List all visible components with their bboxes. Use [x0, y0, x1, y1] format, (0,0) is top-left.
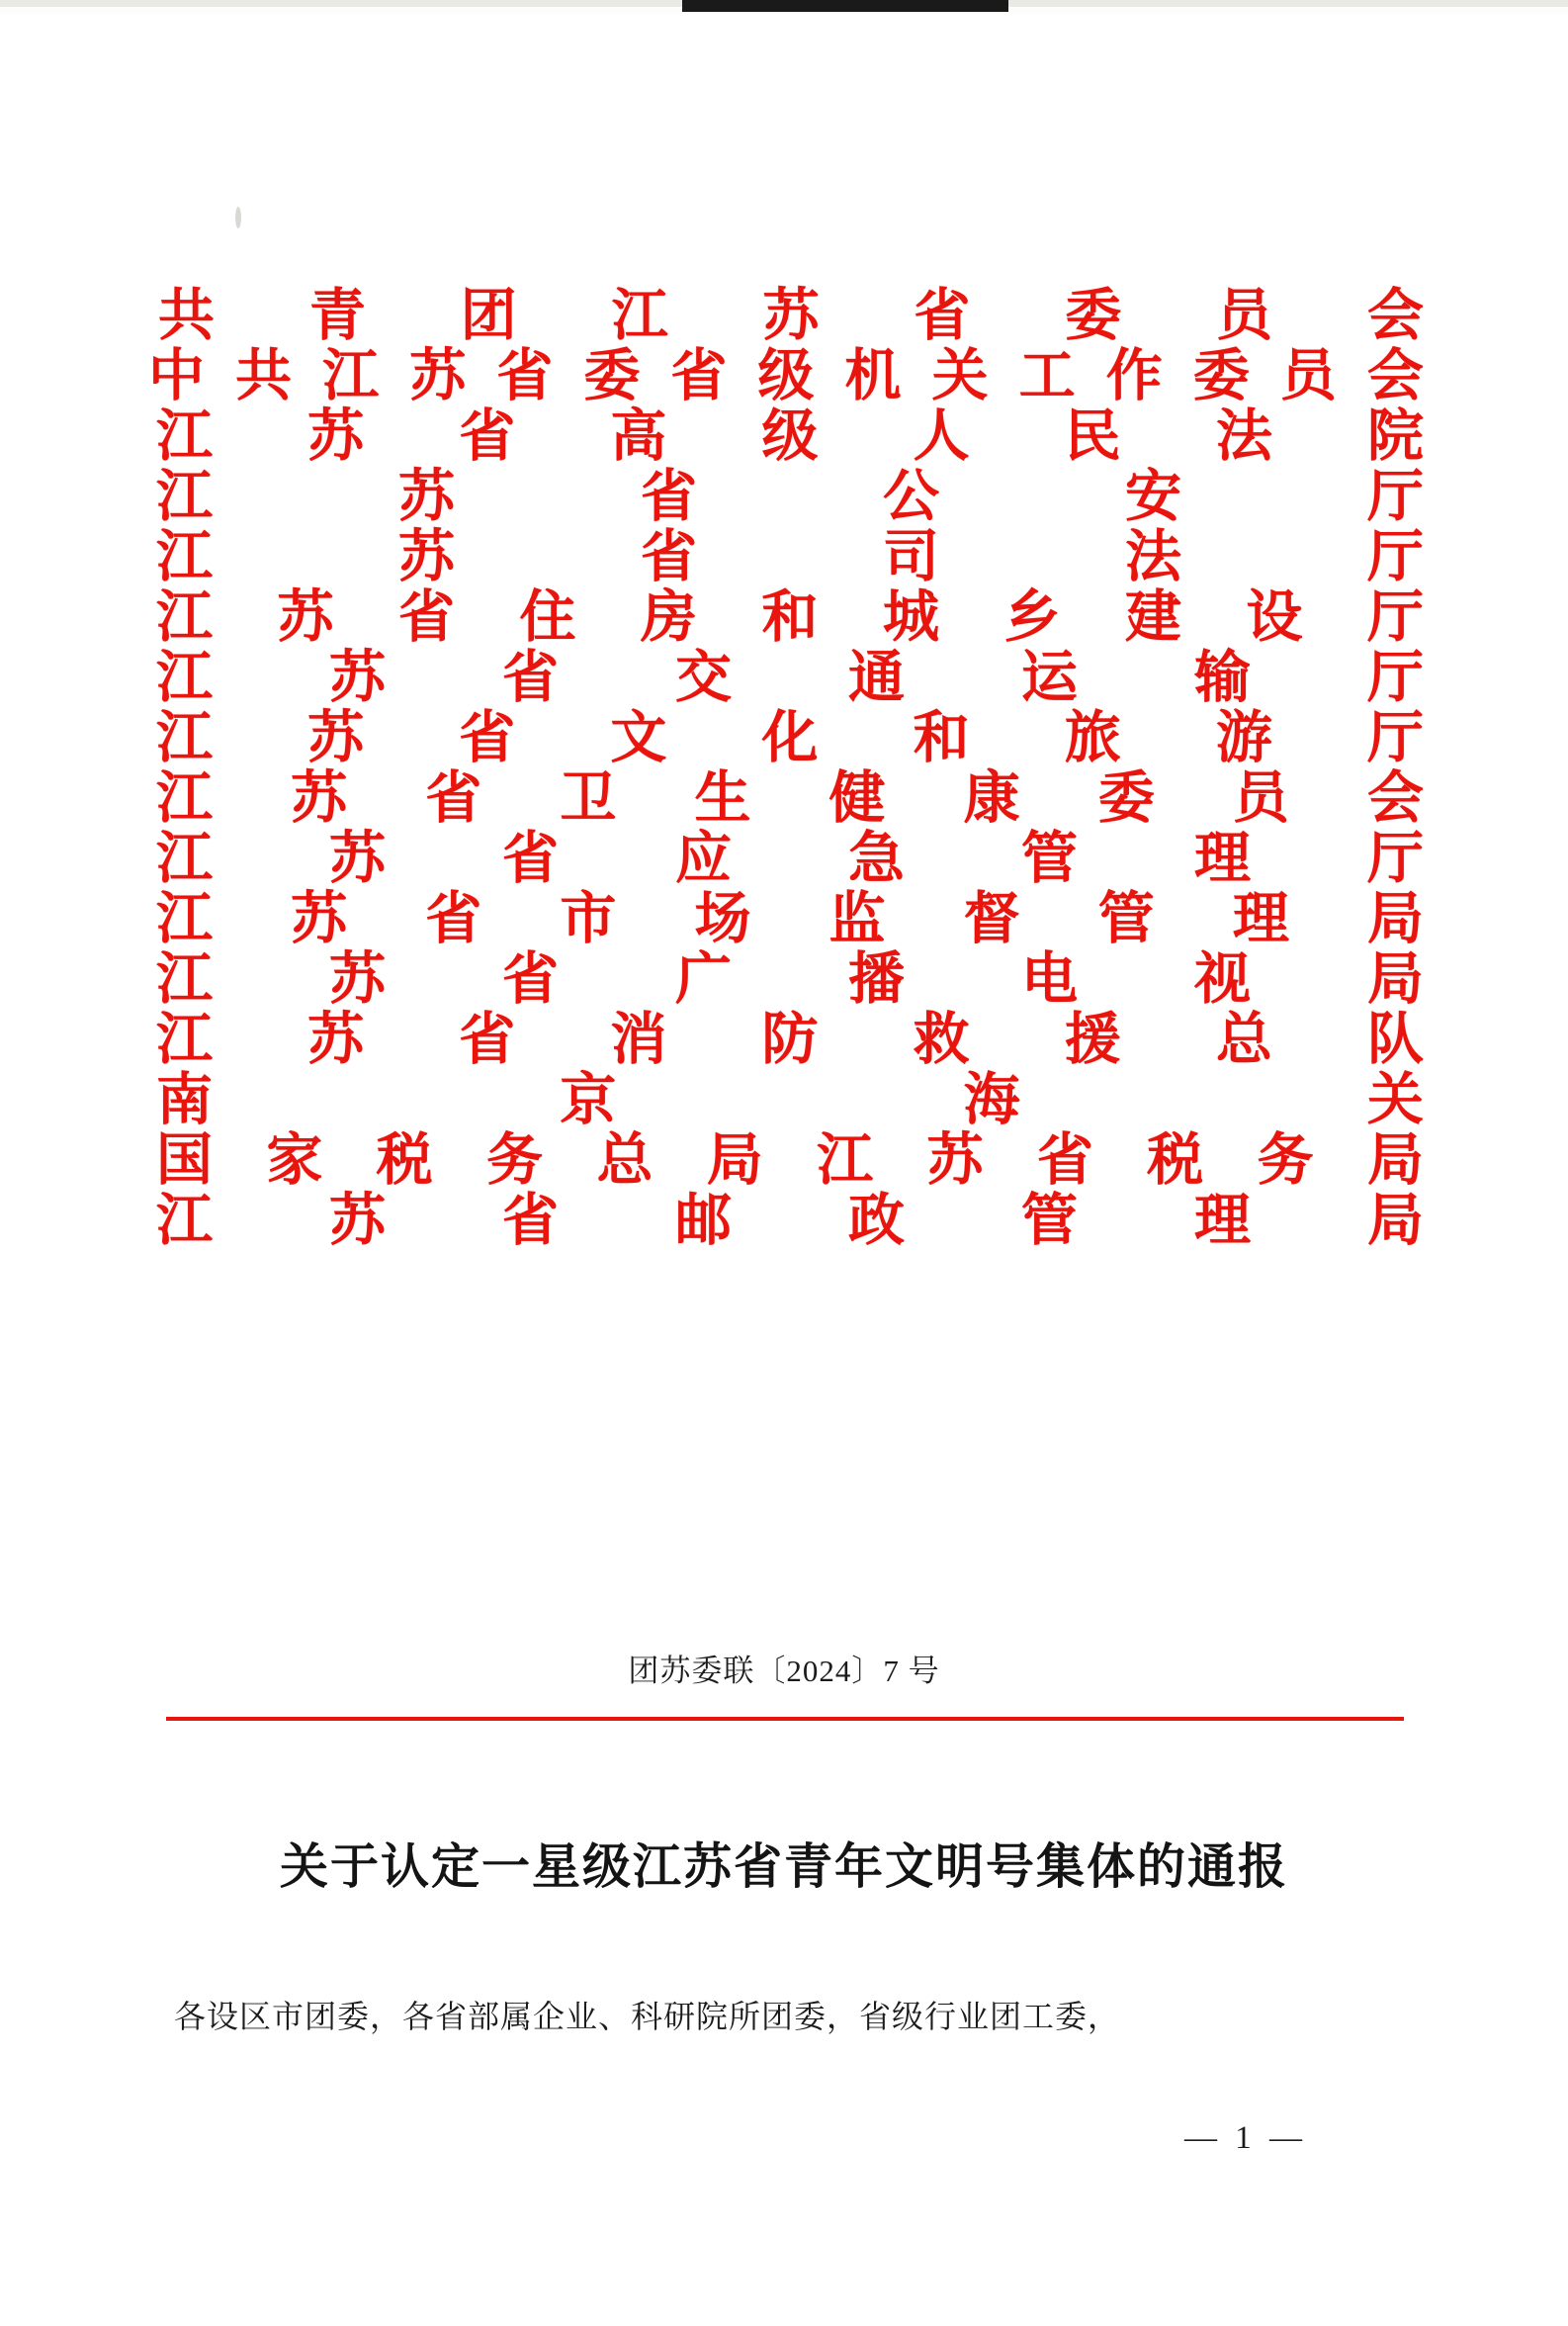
- letterhead-char: 关: [931, 345, 989, 407]
- letterhead-char: 建: [1125, 586, 1181, 649]
- letterhead-char: 防: [761, 1009, 819, 1071]
- letterhead-char: 江: [322, 345, 380, 407]
- letterhead-char: 运: [1021, 647, 1078, 709]
- letterhead-char: 关: [1366, 1069, 1424, 1131]
- letterhead-char: 省: [459, 405, 516, 468]
- letterhead-char: 苏: [398, 466, 455, 528]
- letterhead-char: 省: [502, 1190, 559, 1252]
- letterhead-line-1: [148, 286, 1424, 346]
- letterhead-char: 员: [1279, 345, 1337, 407]
- letterhead-char: 场: [694, 888, 751, 950]
- letterhead-char: 江: [156, 1009, 213, 1071]
- letterhead-char: 共: [235, 345, 293, 407]
- letterhead-char: 江: [156, 948, 213, 1011]
- letterhead-char: 会: [1367, 285, 1424, 347]
- letterhead-char: 理: [1194, 1190, 1251, 1252]
- letterhead-line-13: [148, 1010, 1424, 1070]
- letterhead-char: 文: [610, 707, 667, 769]
- letterhead-char: 税: [1147, 1129, 1204, 1192]
- letterhead-char: 视: [1194, 948, 1251, 1011]
- letterhead-char: 苏: [307, 405, 365, 468]
- letterhead-char: 旅: [1064, 707, 1121, 769]
- letterhead-line-14: [148, 1070, 1424, 1130]
- letterhead-char: 局: [706, 1129, 763, 1192]
- letterhead-char: 省: [502, 828, 559, 890]
- letterhead-line-15: [148, 1130, 1424, 1191]
- letterhead-char: 共: [158, 285, 215, 347]
- letterhead-char: 员: [1216, 285, 1273, 347]
- letterhead-char: 和: [761, 586, 819, 649]
- letterhead-char: 厅: [1367, 526, 1424, 588]
- letterhead-line-5: [148, 527, 1424, 587]
- letterhead-char: 机: [844, 345, 902, 407]
- document-salutation: 各设区市团委，各省部属企业、科研院所团委，省级行业团工委，: [174, 1999, 1121, 2034]
- letterhead-char: 理: [1232, 888, 1289, 950]
- letterhead-char: 厅: [1367, 828, 1424, 890]
- letterhead-char: 救: [913, 1009, 970, 1071]
- letterhead-char: 级: [761, 405, 819, 468]
- letterhead-char: 局: [1367, 1190, 1424, 1252]
- letterhead-line-4: [148, 467, 1424, 527]
- letterhead-char: 苏: [291, 888, 348, 950]
- letterhead-line-8: [148, 708, 1424, 768]
- letterhead-char: 苏: [762, 285, 820, 347]
- scan-top-artifact: [682, 0, 1008, 12]
- letterhead-char: 务: [1257, 1129, 1314, 1192]
- letterhead-char: 播: [848, 948, 905, 1011]
- letterhead-char: 高: [610, 405, 667, 468]
- letterhead-char: 苏: [329, 828, 386, 890]
- letterhead-line-11: [148, 889, 1424, 949]
- letterhead-char: 消: [610, 1009, 667, 1071]
- letterhead-char: 民: [1064, 405, 1121, 468]
- letterhead-char: 员: [1232, 767, 1289, 830]
- letterhead-char: 苏: [926, 1129, 984, 1192]
- letterhead-char: 省: [914, 285, 971, 347]
- letterhead-char: 江: [817, 1129, 874, 1192]
- letterhead-char: 厅: [1367, 647, 1424, 709]
- letterhead-char: 卫: [560, 767, 617, 830]
- letterhead-char: 援: [1064, 1009, 1121, 1071]
- letterhead-char: 省: [496, 345, 554, 407]
- letterhead-char: 设: [1246, 586, 1303, 649]
- page-number: — 1 —: [1184, 2120, 1307, 2156]
- letterhead-line-2: [148, 346, 1424, 406]
- letterhead-char: 省: [425, 888, 482, 950]
- letterhead-char: 和: [913, 707, 970, 769]
- letterhead-char: 广: [675, 948, 732, 1011]
- letterhead-line-10: [148, 829, 1424, 889]
- letterhead-char: 苏: [398, 526, 455, 588]
- page-title: 关于认定一星级江苏省青年文明号集体的通报: [279, 1839, 1288, 1894]
- letterhead-char: 江: [156, 466, 213, 528]
- letterhead-char: 应: [675, 828, 732, 890]
- letterhead-line-3: [148, 406, 1424, 467]
- letterhead-char: 作: [1105, 345, 1163, 407]
- letterhead-char: 管: [1097, 888, 1155, 950]
- letterhead-char: 海: [963, 1069, 1020, 1131]
- letterhead-char: 康: [963, 767, 1020, 830]
- letterhead-char: 电: [1021, 948, 1078, 1011]
- letterhead-line-6: [148, 587, 1424, 648]
- letterhead-char: 委: [1097, 767, 1155, 830]
- letterhead-char: 输: [1194, 647, 1251, 709]
- letterhead-char: 家: [266, 1129, 323, 1192]
- letterhead-char: 苏: [329, 647, 386, 709]
- letterhead-char: 城: [883, 586, 939, 649]
- letterhead-char: 法: [1215, 405, 1272, 468]
- letterhead-char: 省: [502, 948, 559, 1011]
- letterhead-char: 督: [963, 888, 1020, 950]
- letterhead-char: 健: [828, 767, 886, 830]
- letterhead-char: 总: [596, 1129, 653, 1192]
- letterhead-char: 江: [611, 285, 668, 347]
- letterhead-char: 局: [1366, 1129, 1424, 1192]
- letterhead-char: 安: [1125, 466, 1181, 528]
- document-number: 团苏委联〔2024〕7 号: [628, 1654, 940, 1688]
- letterhead-char: 化: [761, 707, 819, 769]
- scan-speck: [235, 207, 241, 228]
- letterhead-char: 局: [1367, 948, 1424, 1011]
- letterhead-char: 市: [560, 888, 617, 950]
- letterhead-line-9: [148, 768, 1424, 829]
- red-separator-rule: [166, 1717, 1404, 1721]
- letterhead-char: 苏: [409, 345, 467, 407]
- letterhead-char: 人: [913, 405, 970, 468]
- letterhead-char: 公: [883, 466, 939, 528]
- letterhead-char: 苏: [307, 707, 365, 769]
- letterhead-char: 管: [1021, 1190, 1078, 1252]
- letterhead-char: 厅: [1367, 707, 1424, 769]
- letterhead-char: 江: [156, 828, 213, 890]
- letterhead-char: 京: [560, 1069, 617, 1131]
- letterhead-char: 理: [1194, 828, 1251, 890]
- letterhead-char: 省: [398, 586, 455, 649]
- letterhead-char: 青: [308, 285, 366, 347]
- letterhead-char: 省: [459, 707, 516, 769]
- letterhead-char: 院: [1367, 405, 1424, 468]
- letterhead-char: 管: [1021, 828, 1078, 890]
- letterhead-char: 通: [848, 647, 905, 709]
- letterhead-char: 房: [641, 586, 697, 649]
- letterhead-char: 省: [641, 466, 697, 528]
- letterhead-char: 委: [1192, 345, 1250, 407]
- letterhead-char: 委: [583, 345, 641, 407]
- letterhead-char: 工: [1018, 345, 1076, 407]
- letterhead-char: 省: [641, 526, 697, 588]
- letterhead-char: 江: [156, 647, 213, 709]
- letterhead-char: 急: [848, 828, 905, 890]
- letterhead-char: 厅: [1367, 586, 1424, 649]
- letterhead-char: 住: [519, 586, 576, 649]
- letterhead-char: 厅: [1367, 466, 1424, 528]
- letterhead-char: 团: [460, 285, 517, 347]
- letterhead-char: 乡: [1003, 586, 1061, 649]
- letterhead-char: 南: [156, 1069, 213, 1131]
- letterhead-char: 交: [675, 647, 732, 709]
- letterhead-line-12: [148, 949, 1424, 1010]
- letterhead-char: 司: [883, 526, 939, 588]
- letterhead-char: 会: [1366, 345, 1424, 407]
- letterhead-char: 总: [1215, 1009, 1272, 1071]
- letterhead-char: 委: [1065, 285, 1122, 347]
- letterhead-char: 政: [848, 1190, 905, 1252]
- letterhead-char: 省: [670, 345, 728, 407]
- letterhead-char: 省: [502, 647, 559, 709]
- letterhead-char: 江: [156, 526, 213, 588]
- letterhead-char: 苏: [307, 1009, 365, 1071]
- letterhead-char: 队: [1367, 1009, 1424, 1071]
- letterhead-char: 江: [156, 586, 213, 649]
- scan-edge-left: [0, 0, 682, 7]
- letterhead-line-7: [148, 648, 1424, 708]
- letterhead-char: 游: [1215, 707, 1272, 769]
- letterhead-char: 苏: [329, 948, 386, 1011]
- letterhead-char: 务: [486, 1129, 544, 1192]
- letterhead-char: 江: [156, 888, 213, 950]
- letterhead-char: 会: [1366, 767, 1424, 830]
- letterhead-char: 江: [156, 767, 213, 830]
- letterhead-char: 江: [156, 707, 213, 769]
- letterhead-char: 级: [757, 345, 815, 407]
- letterhead-char: 国: [156, 1129, 213, 1192]
- letterhead-char: 苏: [277, 586, 334, 649]
- letterhead-char: 税: [376, 1129, 433, 1192]
- letterhead-line-16: [148, 1191, 1424, 1251]
- scan-edge-right: [1008, 0, 1568, 7]
- letterhead-char: 江: [156, 405, 213, 468]
- letterhead-char: 省: [425, 767, 482, 830]
- letterhead-char: 江: [156, 1190, 213, 1252]
- letterhead-char: 局: [1366, 888, 1424, 950]
- paper-sheet: [0, 14, 1568, 2326]
- letterhead-block: [148, 286, 1424, 1251]
- letterhead-char: 省: [1036, 1129, 1093, 1192]
- letterhead-char: 苏: [329, 1190, 386, 1252]
- letterhead-char: 邮: [675, 1190, 732, 1252]
- letterhead-char: 监: [828, 888, 886, 950]
- letterhead-char: 生: [694, 767, 751, 830]
- letterhead-char: 省: [459, 1009, 516, 1071]
- letterhead-char: 中: [148, 345, 205, 407]
- letterhead-char: 苏: [291, 767, 348, 830]
- letterhead-char: 法: [1125, 526, 1181, 588]
